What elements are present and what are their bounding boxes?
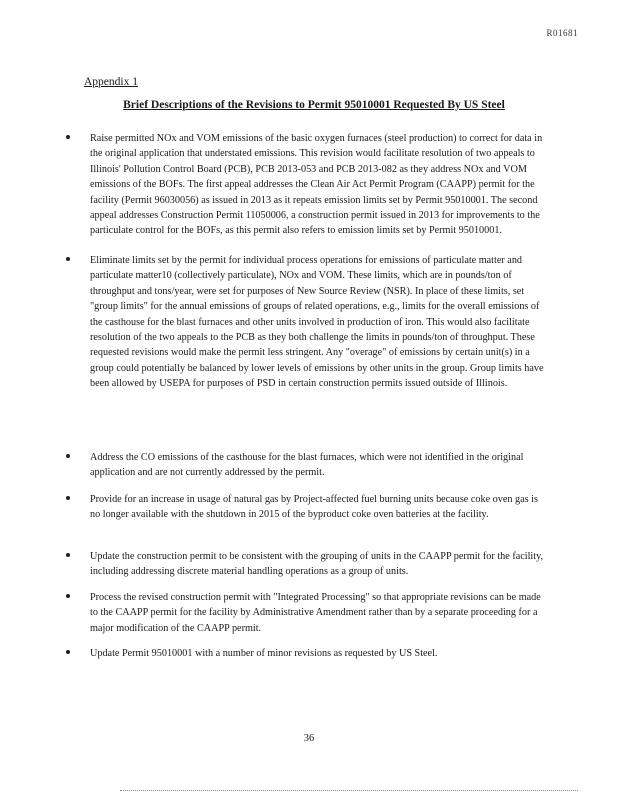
list-item <box>66 131 548 239</box>
list-item-text: Raise permitted NOx and VOM emissions of the basic oxygen furnaces (steel production) to correct for data in the original application that understated emissions. This revision would facilitate resolution of two appeals to Illinois' Pollution Control Board (PCB), PCB 2013-053 and PCB 2013-082 as they address NOx and VOM emissions of the BOFs. The first appeal addresses the Clean Air Act Permit Program (CAAPP) permit for the facility (Permit 96030056) as issued in 2013 as it repeats emission limits set by Permit 95010001. The second appeal addresses Construction Permit 11050006, a construction permit issued in 2013 for improvements to the particulate control for the BOFs, as this permit also refers to emission limits set by Permit 95010001. <box>90 133 543 237</box>
bullet-icon <box>66 496 70 500</box>
bullet-icon <box>66 454 70 458</box>
bullet-icon <box>66 135 70 139</box>
list-item-text: Address the CO emissions of the casthouse for the blast furnaces, which were not identified in the original application and are not currently addressed by the permit. <box>90 452 524 479</box>
document-id: R01681 <box>546 28 578 38</box>
bullet-icon <box>66 553 70 557</box>
list-item <box>66 549 548 580</box>
appendix-title: Appendix 1 <box>84 76 138 88</box>
section-heading: Brief Descriptions of the Revisions to Permit 95010001 Requested By US Steel <box>123 99 505 111</box>
list-item <box>66 450 548 481</box>
list-item <box>66 646 548 661</box>
bullet-icon <box>66 650 70 654</box>
list-item-text: Eliminate limits set by the permit for individual process operations for emissions of particulate matter and particulate matter10 (collectively particulate), NOx and VOM. These limits, which are in pounds/ton of throughput and tons/year, were set for purposes of New Source Review (NSR). In place of these limits, set "group limits" for the annual emissions of groups of related operations, e.g., limits for the overall emissions of the casthouse for the blast furnaces and other units involved in production of iron. This would also facilitate resolution of the two appeals to the PCB as they both challenge the limits in pounds/ton of throughput. These requested revisions would make the permit less stringent. Any "overage" of emissions by certain unit(s) in a group could potentially be balanced by lower levels of emissions by other units in the group. Group limits have been allowed by USEPA for purposes of PSD in certain construction permits issued outside of Illinois. <box>90 255 544 390</box>
list-item-text: Process the revised construction permit with "Integrated Processing" so that appropriate revisions can be made to the CAAPP permit for the facility by Administrative Amendment rather than by a separate proceeding for a major modification of the CAAPP permit. <box>90 592 541 634</box>
list-item-text: Provide for an increase in usage of natural gas by Project-affected fuel burning units because coke oven gas is no longer available with the shutdown in 2015 of the byproduct coke oven batteries at the facility. <box>90 494 538 521</box>
footer-divider <box>120 790 578 791</box>
list-item-text: Update Permit 95010001 with a number of minor revisions as requested by US Steel. <box>90 648 438 659</box>
list-item <box>66 253 548 392</box>
list-item <box>66 492 548 523</box>
list-item <box>66 590 548 636</box>
bullet-icon <box>66 594 70 598</box>
page-number: 36 <box>303 733 315 744</box>
list-item-text: Update the construction permit to be consistent with the grouping of units in the CAAPP permit for the facility, including addressing discrete material handling operations as a group of units. <box>90 551 544 578</box>
bullet-icon <box>66 257 70 261</box>
